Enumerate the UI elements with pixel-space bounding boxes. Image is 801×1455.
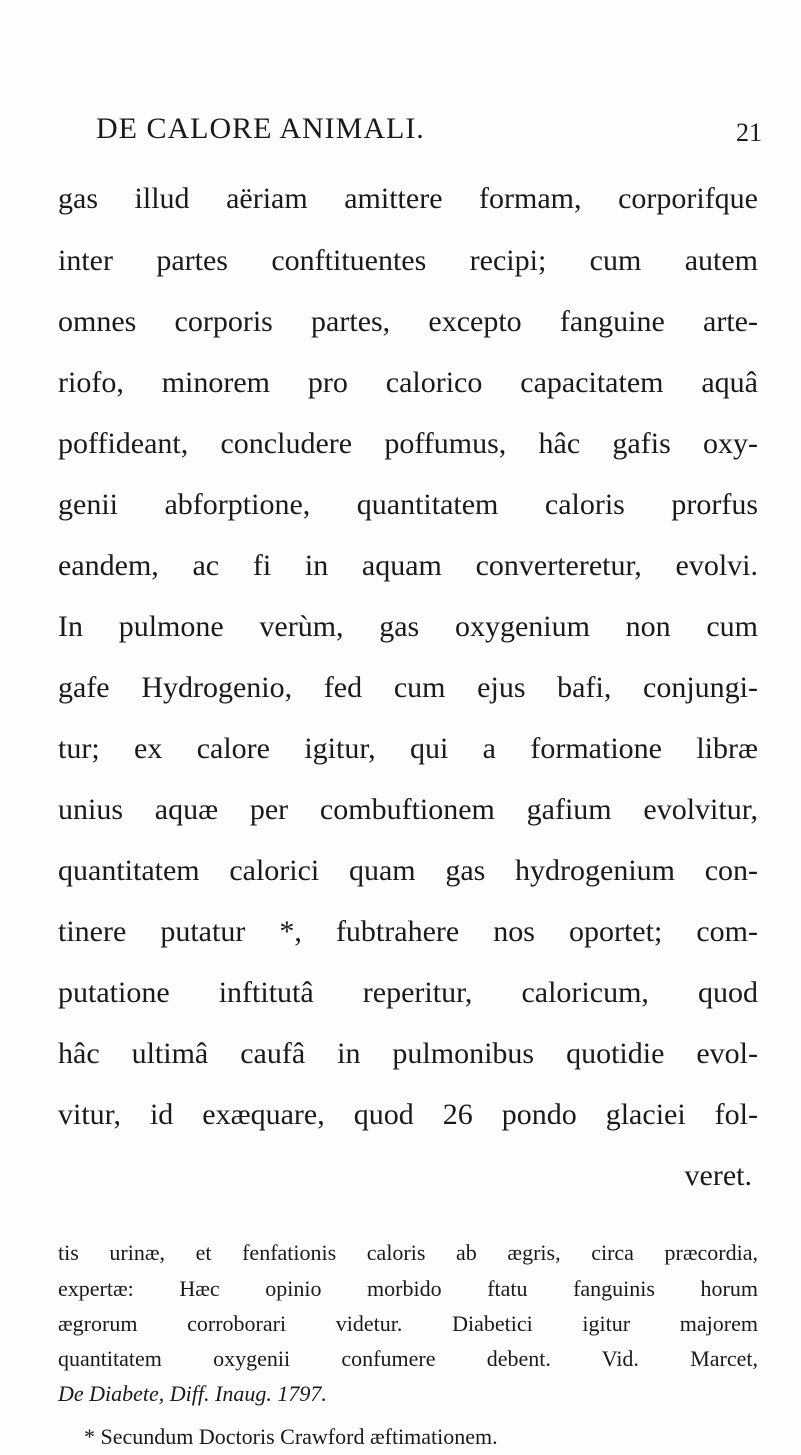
body-line: genii abforptione, quantitatem caloris prorfus (58, 488, 758, 521)
body-line-last: veret. (684, 1159, 752, 1192)
running-head: DE CALORE ANIMALI. (96, 112, 425, 145)
footnote-line: expertæ: Hæc opinio morbido ftatu fanguinis horum (58, 1276, 758, 1301)
body-line: eandem, ac fi in aquam converteretur, evolvi. (58, 549, 758, 582)
body-line: tur; ex calore igitur, qui a formatione libræ (58, 732, 758, 765)
footnote-asterisk-line: * Secundum Doctoris Crawford æftimationem. (84, 1424, 498, 1449)
body-line: quantitatem calorici quam gas hydrogenium con- (58, 854, 758, 887)
body-line: putatione inftitutâ reperitur, caloricum, quod (58, 976, 758, 1009)
body-line: vitur, id exæquare, quod 26 pondo glaciei fol- (58, 1098, 758, 1131)
footnote-line: ægrorum corroborari videtur. Diabetici igitur majorem (58, 1311, 758, 1336)
body-line: poffideant, concludere poffumus, hâc gafis oxy- (58, 427, 758, 460)
body-line: inter partes conftituentes recipi; cum autem (58, 244, 758, 277)
body-line: hâc ultimâ caufâ in pulmonibus quotidie evol- (58, 1037, 758, 1070)
body-line: tinere putatur *, fubtrahere nos oportet; com- (58, 915, 758, 948)
body-line: gafe Hydrogenio, fed cum ejus bafi, conjungi- (58, 671, 758, 704)
footnote-line: De Diabete, Diff. Inaug. 1797. (58, 1381, 327, 1406)
body-line: unius aquæ per combuftionem gafium evolvitur, (58, 793, 758, 826)
body-line: gas illud aëriam amittere formam, corporifque (58, 182, 758, 215)
page-number: 21 (736, 118, 762, 147)
body-line: riofo, minorem pro calorico capacitatem aquâ (58, 366, 758, 399)
page-header (0, 112, 801, 152)
footnote-line: quantitatem oxygenii confumere debent. Vid. Marcet, (58, 1346, 758, 1371)
body-line: omnes corporis partes, excepto fanguine arte- (58, 305, 758, 338)
body-line: In pulmone verùm, gas oxygenium non cum (58, 610, 758, 643)
footnote-line: tis urinæ, et fenfationis caloris ab ægris, circa præcordia, (58, 1240, 758, 1265)
